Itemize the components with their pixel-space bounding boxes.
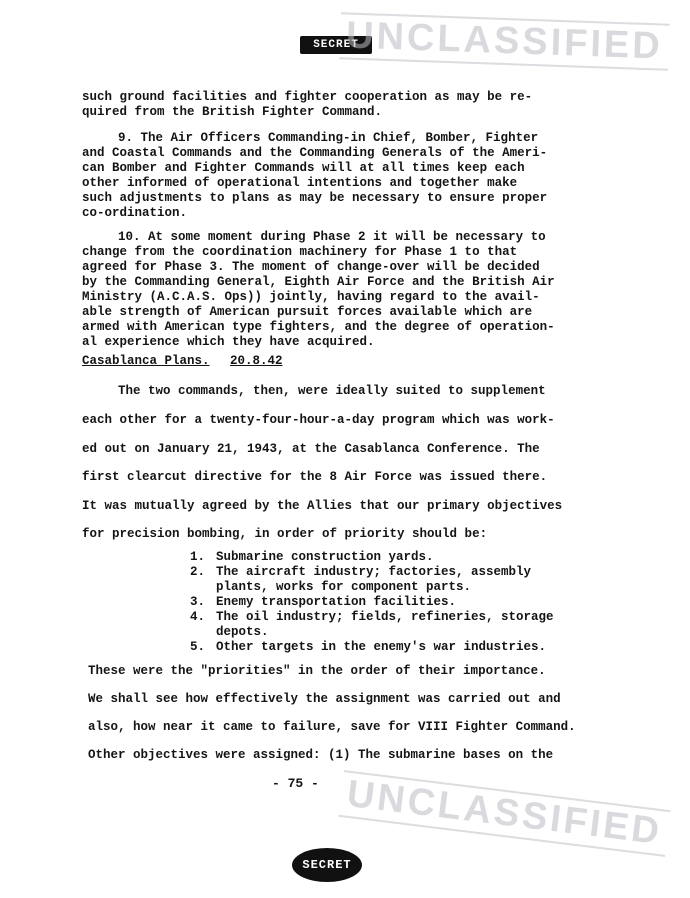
body-line: first clearcut directive for the 8 Air Force was issued there. — [82, 470, 548, 484]
list-item: The oil industry; fields, refineries, storage — [216, 610, 554, 624]
unclassified-stamp-bottom: UNCLASSIFIED — [338, 770, 670, 857]
list-number: 1. — [190, 550, 206, 564]
list-number: 4. — [190, 610, 206, 624]
para10-line: 10. At some moment during Phase 2 it will be necessary to — [118, 230, 546, 244]
list-item: Enemy transportation facilities. — [216, 595, 457, 609]
secret-stamp-top: SECRET — [300, 36, 372, 54]
list-item: plants, works for component parts. — [216, 580, 472, 594]
body-line: These were the "priorities" in the order of their importance. — [88, 664, 546, 678]
secret-stamp-bottom: SECRET — [292, 848, 362, 882]
para10-line: change from the coordination machinery for Phase 1 to that — [82, 245, 518, 259]
body-line: also, how near it came to failure, save for VIII Fighter Command. — [88, 720, 576, 734]
list-item: Submarine construction yards. — [216, 550, 434, 564]
text-line: quired from the British Fighter Command. — [82, 105, 383, 119]
body-line: Other objectives were assigned: (1) The submarine bases on the — [88, 748, 554, 762]
para10-line: by the Commanding General, Eighth Air Force and the British Air — [82, 275, 555, 289]
page-number: - 75 - — [272, 776, 319, 791]
section-heading-ref: 20.8.42 — [230, 354, 283, 368]
para9-line: can Bomber and Fighter Commands will at all times keep each — [82, 161, 525, 175]
para10-line: Ministry (A.C.A.S. Ops)) jointly, having regard to the avail- — [82, 290, 540, 304]
body-line: each other for a twenty-four-hour-a-day program which was work- — [82, 413, 555, 427]
list-number: 2. — [190, 565, 206, 579]
para10-line: al experience which they have acquired. — [82, 335, 375, 349]
list-number: 3. — [190, 595, 206, 609]
body-line: We shall see how effectively the assignment was carried out and — [88, 692, 561, 706]
list-item: The aircraft industry; factories, assembly — [216, 565, 532, 579]
para10-line: agreed for Phase 3. The moment of change-over will be decided — [82, 260, 540, 274]
para9-line: 9. The Air Officers Commanding-in Chief, Bomber, Fighter — [118, 131, 539, 145]
para10-line: armed with American type fighters, and the degree of operation- — [82, 320, 555, 334]
body-line: The two commands, then, were ideally suited to supplement — [118, 384, 546, 398]
para10-line: able strength of American pursuit forces available which are — [82, 305, 533, 319]
body-line: It was mutually agreed by the Allies that our primary objectives — [82, 499, 563, 513]
body-line: for precision bombing, in order of priority should be: — [82, 527, 488, 541]
list-item: Other targets in the enemy's war industries. — [216, 640, 547, 654]
para9-line: and Coastal Commands and the Commanding Generals of the Ameri- — [82, 146, 548, 160]
list-item: depots. — [216, 625, 269, 639]
section-heading: Casablanca Plans. — [82, 354, 210, 368]
unclassified-stamp-top: UNCLASSIFIED — [339, 12, 669, 70]
list-number: 5. — [190, 640, 206, 654]
text-line: such ground facilities and fighter cooperation as may be re- — [82, 90, 533, 104]
para9-line: such adjustments to plans as may be necessary to ensure proper — [82, 191, 548, 205]
body-line: ed out on January 21, 1943, at the Casablanca Conference. The — [82, 442, 540, 456]
para9-line: other informed of operational intentions and together make — [82, 176, 518, 190]
para9-line: co-ordination. — [82, 206, 188, 220]
